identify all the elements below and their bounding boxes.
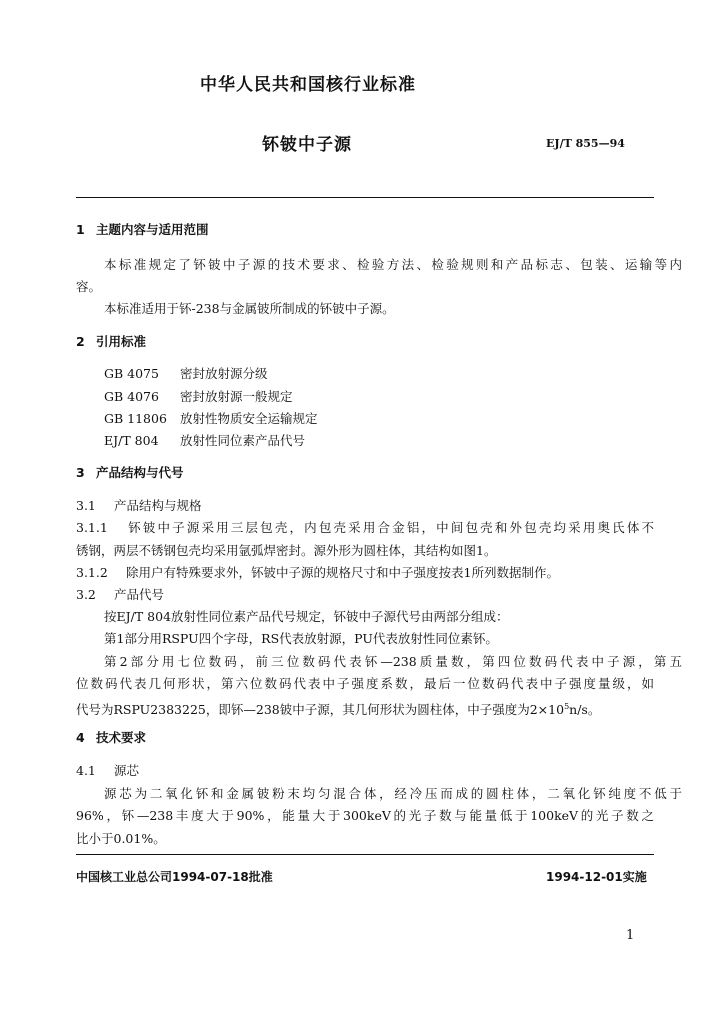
paragraph-line: 按EJ/T 804放射性同位素产品代号规定，钚铍中子源代号由两部分组成： [104,609,509,624]
subsection-title: 产品结构与规格 [114,498,202,513]
approval-line: 中国核工业总公司1994-07-18批准 [76,870,273,884]
section-number: 4 [76,730,85,745]
clause-text: 除用户有特殊要求外，钚铍中子源的规格尺寸和中子强度按表1所列数据制作。 [126,565,559,580]
subsection-title: 产品代号 [114,587,165,602]
org-title: 中华人民共和国核行业标准 [200,75,416,95]
reference-item [76,385,682,408]
clause-number: 3.1.2 [76,565,108,580]
exponent: 5 [564,702,570,711]
clause-text: 钚铍中子源采用三层包壳，内包壳采用合金铝，中间包壳和外包壳均采用奥氏体不 [126,520,654,535]
page-number: 1 [626,928,635,943]
reference-title: 放射性同位素产品代号 [180,433,306,448]
clause-3-1-1 [76,516,654,539]
section-number: 1 [76,222,85,237]
paragraph-line [76,695,654,721]
paragraph-line: 源芯为二氧化钚和金属铍粉末均匀混合体，经冷压而成的圆柱体，二氧化钚纯度不低于 [104,786,682,801]
paragraph-line: 位数码代表几何形状，第六位数码代表中子强度系数，最后一位数码代表中子强度量级，如 [76,676,654,691]
footer-rule [76,854,654,855]
doc-title: 钚铍中子源 [262,135,352,155]
subsection-number: 3.2 [76,587,96,602]
reference-code: GB 4076 [104,389,159,404]
paragraph-line: 锈钢，两层不锈钢包壳均采用氩弧焊密封。源外形为圆柱体，其结构如图1。 [76,543,497,558]
subsection-3-2-heading [76,583,654,606]
paragraph-line: 本标准规定了钚铍中子源的技术要求、检验方法、检验规则和产品标志、包装、运输等内 [104,257,682,272]
section-title: 产品结构与代号 [96,465,184,480]
section-2-heading [76,330,654,353]
section-title: 技术要求 [96,730,147,745]
header-rule [76,197,654,198]
doc-code: EJ/T 855—94 [546,137,625,150]
section-title: 主题内容与适用范围 [96,222,209,237]
paragraph-text: n/s。 [569,702,601,718]
paragraph-line: 第2部分用七位数码，前三位数码代表钚—238质量数，第四位数码代表中子源，第五 [104,654,682,669]
subsection-3-1-heading [76,494,654,517]
reference-code: GB 4075 [104,366,159,381]
reference-title: 密封放射源分级 [180,366,268,381]
section-1-heading [76,218,654,241]
subsection-4-1-heading [76,759,654,782]
reference-title: 放射性物质安全运输规定 [180,411,318,426]
clause-3-1-2 [76,561,654,584]
paragraph-line: 96%，钚—238丰度大于90%，能量大于300keV的光子数与能量低于100keV的光子数之 [76,808,654,823]
subsection-number: 3.1 [76,498,96,513]
section-3-heading [76,461,654,484]
clause-number: 3.1.1 [76,520,108,535]
reference-item [76,407,682,430]
reference-code: EJ/T 804 [104,433,159,448]
section-number: 2 [76,334,85,349]
subsection-number: 4.1 [76,763,96,778]
subsection-title: 源芯 [114,763,140,778]
section-number: 3 [76,465,85,480]
paragraph-line: 比小于0.01%。 [76,831,166,846]
paragraph-line: 容。 [76,279,102,294]
paragraph-line: 第1部分用RSPU四个字母，RS代表放射源，PU代表放射性同位素钚。 [104,631,498,646]
reference-title: 密封放射源一般规定 [180,389,293,404]
section-title: 引用标准 [96,334,147,349]
paragraph-line: 本标准适用于钚-238与金属铍所制成的钚铍中子源。 [104,301,395,316]
reference-code: GB 11806 [104,411,167,426]
section-4-heading [76,726,654,749]
reference-item [76,429,682,452]
effective-date: 1994-12-01实施 [546,870,647,884]
paragraph-text: 代号为RSPU2383225，即钚—238铍中子源，其几何形状为圆柱体，中子强度为2×10 [76,702,565,718]
reference-item [76,362,682,385]
